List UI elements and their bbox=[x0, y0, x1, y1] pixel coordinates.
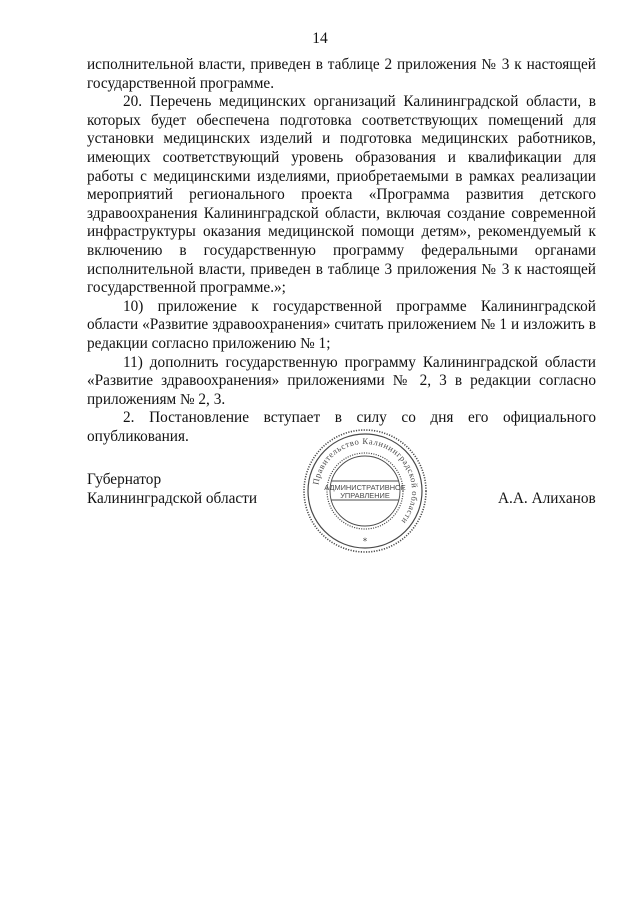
paragraph-item-11: 11) дополнить государственную программу Калининградской области «Развитие здравоохранения» приложениями № 2, 3 в редакции согласно приложениям № 2, 3. bbox=[87, 353, 596, 408]
page-number: 14 bbox=[312, 30, 328, 47]
paragraph-continuation: исполнительной власти, приведен в таблице 2 приложения № 3 к настоящей государственной программе. bbox=[87, 56, 596, 92]
paragraph-effective-date: 2. Постановление вступает в силу со дня его официального опубликования. bbox=[87, 409, 596, 445]
official-seal bbox=[301, 427, 429, 555]
signatory-region: Калининградской области bbox=[87, 490, 258, 507]
svg-text:*: * bbox=[362, 537, 368, 547]
paragraph-item-20: 20. Перечень медицинских организаций Калининградской области, в которых будет обеспечена подготовка соответствующих помещений для установки медицинских изделий и подготовка медицинских работников, имеющих соответствующий уровень образования и квалификации для работы с медицинскими изделиями, приобретаемыми в рамках реализации мероприятий регионального проекта «Программа развития детского здравоохранения Калининградской области, включая создание современной инфраструктуры оказания медицинской помощи детям», рекомендуемый к включению в государственную программу федеральными органами исполнительной власти, приведен в таблице 3 приложения № 3 к настоящей государственной программе.»; bbox=[87, 93, 596, 297]
document-body bbox=[87, 56, 596, 446]
signatory-title: Губернатор bbox=[87, 471, 162, 488]
seal-stamp-icon bbox=[301, 427, 429, 555]
svg-text:АДМИНИСТРАТИВНОЕ: АДМИНИСТРАТИВНОЕ bbox=[324, 483, 406, 492]
signatory-name: А.А. Алиханов bbox=[498, 490, 596, 507]
svg-text:УПРАВЛЕНИЕ: УПРАВЛЕНИЕ bbox=[340, 491, 390, 500]
paragraph-item-10: 10) приложение к государственной программе Калининградской области «Развитие здравоохранения» считать приложением № 1 и изложить в редакции согласно приложению № 1; bbox=[87, 297, 596, 352]
svg-text:Правительство Калининградской: Правительство Калининградской области bbox=[310, 435, 421, 527]
signatory-position bbox=[87, 470, 257, 508]
